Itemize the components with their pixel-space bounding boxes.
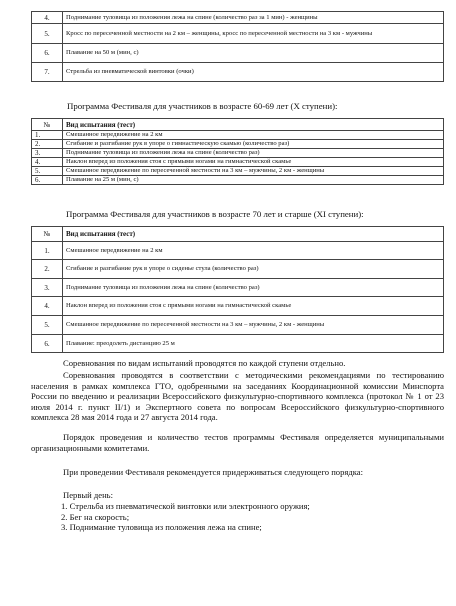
row-number: 7. [32,63,63,82]
section-heading-70-plus: Программа Фестиваля для участников в возрасте 70 лет и старше (XI ступени): [66,209,364,219]
test-name: Смешанное передвижение на 2 км [63,242,444,260]
table-row [32,131,444,140]
table-row [32,316,444,335]
test-name: Наклон вперед из положения стоя с прямыми ногами на гимнастической скамье [63,158,444,167]
table-row [32,335,444,353]
table-header-row [32,119,444,131]
section-heading-60-69: Программа Фестиваля для участников в возрасте 60-69 лет (X ступени): [67,101,338,111]
row-number: 6. [32,335,63,353]
test-name: Поднимание туловища из положения лежа на спине (количество раз) [63,149,444,158]
header-number: № [32,227,63,242]
table-row [32,242,444,260]
table-fitness-tests-top [31,11,444,82]
list-item: 2. Бег на скорость; [61,511,130,522]
table-row [32,279,444,297]
row-number: 5. [32,24,63,44]
row-number: 4. [32,12,63,24]
table-row [32,12,444,24]
test-name: Поднимание туловища из положения лежа на спине (количество раз) [63,279,444,297]
test-name: Плавание: преодолеть дистанцию 25 м [63,335,444,353]
list-item: 1. Стрельба из пневматической винтовки или электронного оружия; [61,501,310,511]
list-item: 3. Поднимание туловища из положения лежа на спине; [61,522,262,532]
test-name: Наклон вперед из положения стоя с прямыми ногами на гимнастической скамье [63,297,444,316]
row-number: 6. [32,44,63,63]
table-row [32,167,444,176]
row-number: 2. [32,140,63,149]
header-test: Вид испытания (тест) [63,227,444,242]
test-name: Стрельба из пневматической винтовки (очки) [63,63,444,82]
day-one-heading: Первый день: [63,490,113,500]
test-name: Смешанное передвижение на 2 км [63,131,444,140]
row-number: 1. [32,131,63,140]
table-tests-60-69 [31,118,444,185]
day-one-list [61,501,310,533]
row-number: 5. [32,167,63,176]
table-row [32,176,444,185]
table-row [32,158,444,167]
paragraph-procedure: Порядок проведения и количество тестов программы Фестиваля определяется муниципальными организационными комитетами. [31,432,444,453]
table-row [32,297,444,316]
row-number: 6. [32,176,63,185]
row-number: 3. [32,149,63,158]
row-number: 1. [32,242,63,260]
row-number: 5. [32,316,63,335]
table-header-row [32,227,444,242]
header-number: № [32,119,63,131]
table-row [32,24,444,44]
test-name: Смешанное передвижение по пересеченной местности на 3 км – мужчины, 2 км - женщины [63,167,444,176]
test-name: Кросс по пересеченной местности на 2 км – женщины, кросс по пересеченной местности на 3 км - мужчины [63,24,444,44]
test-name: Поднимание туловища из положения лежа на спине (количество раз за 1 мин) - женщины [63,12,444,24]
table-row [32,44,444,63]
test-name: Смешанное передвижение по пересеченной местности на 3 км – мужчины, 2 км - женщины [63,316,444,335]
test-name: Сгибание и разгибание рук в упоре о сиденье стула (количество раз) [63,260,444,279]
table-row [32,63,444,82]
row-number: 4. [32,158,63,167]
row-number: 3. [32,279,63,297]
table-tests-70-plus [31,226,444,353]
paragraph-recommended-order: При проведении Фестиваля рекомендуется придерживаться следующего порядка: [63,467,363,477]
test-name: Плавание на 50 м (мин, с) [63,44,444,63]
row-number: 2. [32,260,63,279]
row-number: 4. [32,297,63,316]
test-name: Плавание на 25 м (мин, с) [63,176,444,185]
table-row [32,149,444,158]
header-test: Вид испытания (тест) [63,119,444,131]
paragraph-competitions-separate: Соревнования по видам испытаний проводятся по каждой ступени отдельно. [63,358,346,368]
table-row [32,140,444,149]
table-row [32,260,444,279]
test-name: Сгибание и разгибание рук в упоре о гимнастическую скамью (количество раз) [63,140,444,149]
paragraph-methodology: Соревнования проводятся в соответствии с методическими рекомендациями по тестированию населения в рамках комплекса ГТО, одобренными на заседаниях Координационной комиссии Минспорта России по введению и реализации Всероссийского физкультурно-спортивного комплекса (протокол № 1 от 23 июля 2014 г. пункт II/1) и Экспертного совета по вопросам Всероссийского физкультурно-спортивного комплекса 28 мая 2014 года и 27 августа 2014 года. [31,370,444,423]
